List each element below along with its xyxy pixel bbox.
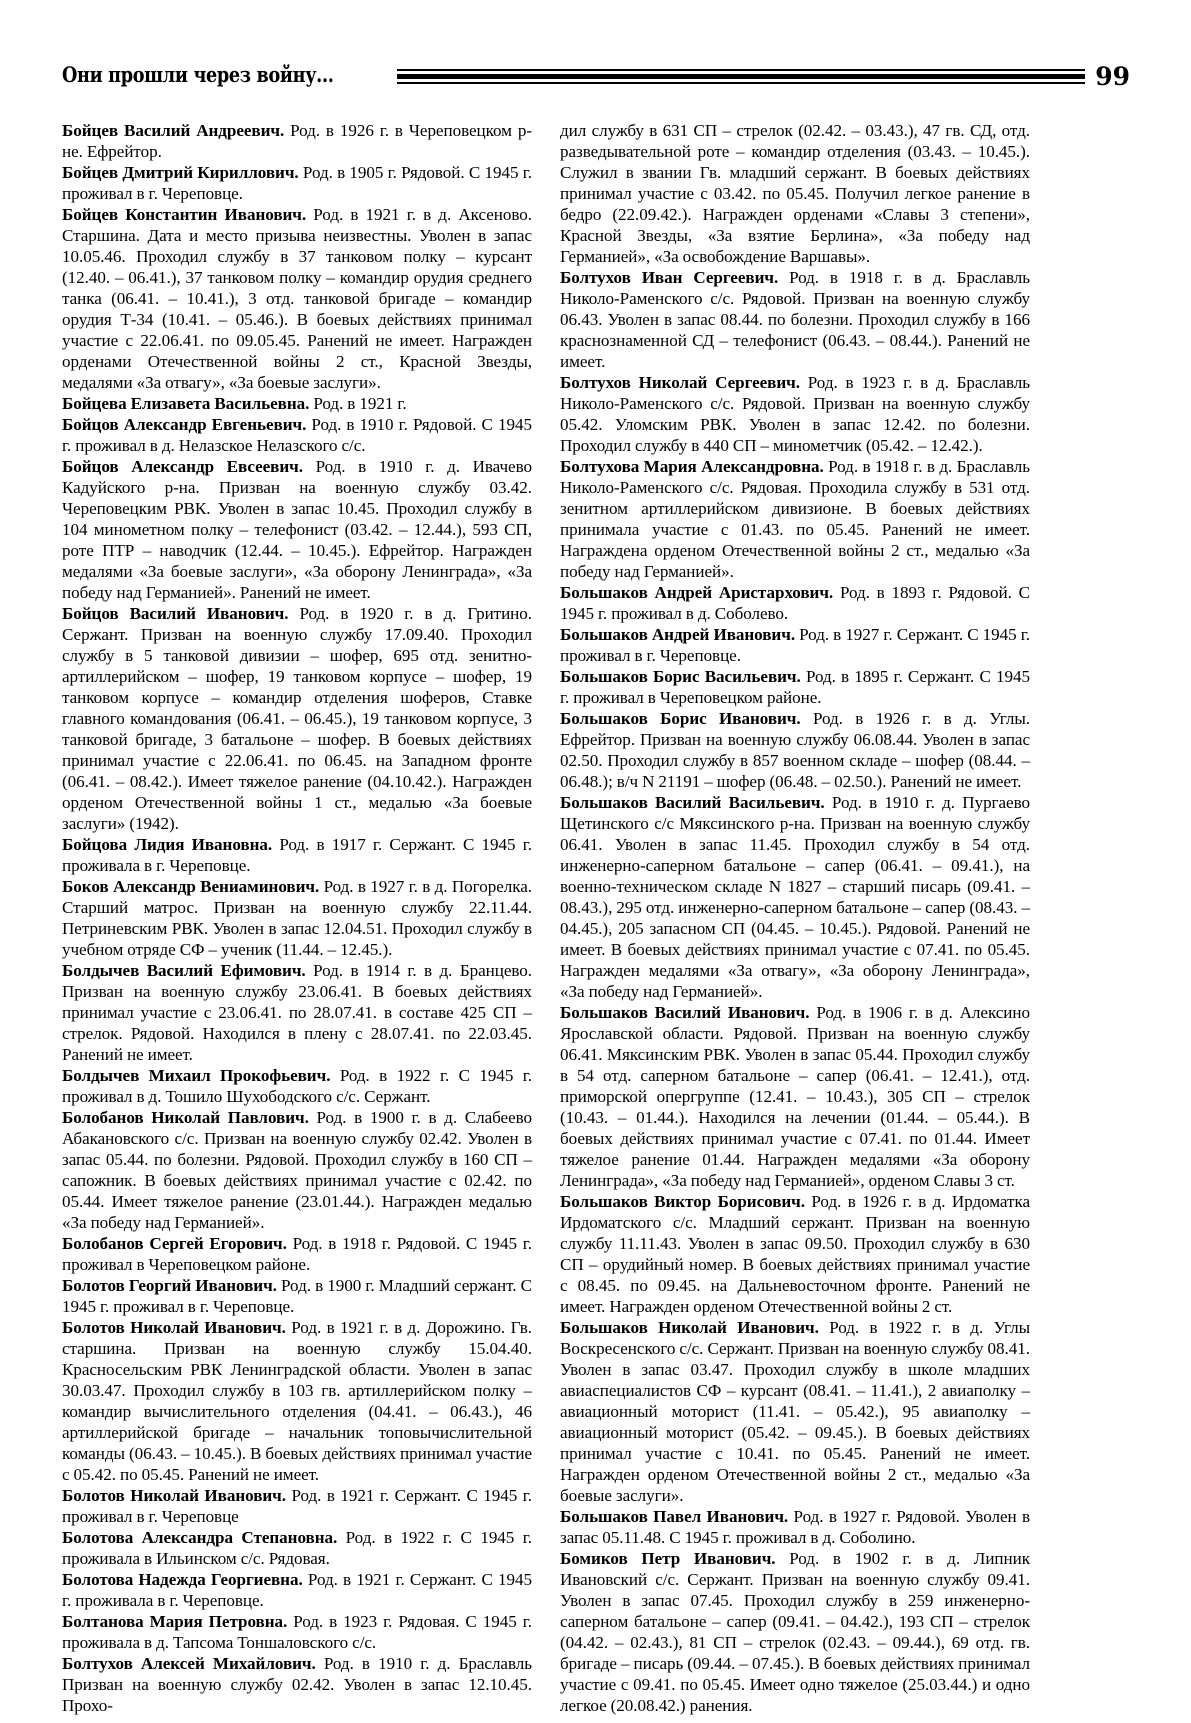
veteran-name: Болтухова Мария Александровна. <box>560 457 824 476</box>
veteran-record-text: Род. в 1923 г. в д. Браславль Николо-Раменского с/с. Рядовой. Призван на военную службу 05.42. Уломским РВК. Уволен в запас 12.42. по болезни. Проходил службу в 440 СП – минометчик (05.42. – 12.42.). <box>560 373 1031 455</box>
veteran-entry <box>560 666 1030 708</box>
veteran-name: Большаков Борис Васильевич. <box>560 667 801 686</box>
veteran-entry <box>560 1548 1030 1716</box>
veteran-entry <box>62 414 532 456</box>
veteran-entry <box>560 624 1030 666</box>
veteran-name: Большаков Николай Иванович. <box>560 1318 819 1337</box>
veteran-record-text: Род. в 1917 г. Сержант. С 1945 г. проживала в г. Череповце. <box>62 835 533 875</box>
veteran-record-text: Род. в 1910 г. Рядовой. С 1945 г. проживал в д. Нелазское Нелазского с/с. <box>62 415 532 455</box>
veteran-name: Болтухов Алексей Михайлович. <box>62 1654 316 1673</box>
veteran-entry <box>560 792 1030 1002</box>
veteran-record-text: Род. в 1900 г. в д. Слабеево Абакановского с/с. Призван на военную службу 02.42. Уволен в запас 05.44. по болезни. Рядовой. Проходил службу в 160 СП – сапожник. В боевых действиях принимал участие с 02.42. по 05.44. Имеет тяжелое ранение (23.01.44.). Награжден медалью «За победу над Германией». <box>62 1108 533 1232</box>
veteran-entry <box>560 1317 1030 1506</box>
veteran-entry <box>560 267 1030 372</box>
veteran-record-text: Род. в 1922 г. С 1945 г. проживал в д. Тошило Шухободского с/с. Сержант. <box>62 1066 533 1106</box>
veteran-record-text: Род. в 1910 г. д. Пургаево Щетинского с/с Мяксинского р-на. Призван на военную службу 06.41. Уволен в запас 11.45. Проходил службу в 54 отд. инженерно-саперном батальоне – сапер (06.41. – 09.41.), на военно-техническом складе N 1827 – старший писарь (09.41. – 08.43.), 295 отд. инженерно-саперном батальоне – сапер (08.43. – 04.45.), 205 запасном СП (04.45. – 10.45.). Рядовой. Ранений не имеет. В боевых действиях принимал участие с 07.41. по 05.45. Награжден медалями «За отвагу», «За оборону Ленинграда», «За победу над Германией». <box>560 793 1030 1001</box>
veteran-name: Большаков Андрей Аристархович. <box>560 583 834 602</box>
veteran-name: Бойцов Александр Евсеевич. <box>62 457 303 476</box>
veteran-entry <box>62 393 532 414</box>
veteran-entry <box>560 372 1030 456</box>
running-head-title: Они прошли через войну... <box>62 63 334 89</box>
veteran-entry <box>560 120 1030 267</box>
running-head-rule <box>397 69 1085 84</box>
veteran-entry <box>560 1002 1030 1191</box>
veteran-record-text: Род. в 1927 г. в д. Погорелка. Старший матрос. Призван на военную службу 22.11.44. Петриневским РВК. Уволен в запас 12.04.51. Проходил службу в учебном отряде СФ – ученик (11.44. – 12.45.). <box>62 877 532 959</box>
veteran-entry <box>560 708 1030 792</box>
veteran-name: Болобанов Николай Павлович. <box>62 1108 309 1127</box>
veteran-record-text: Род. в 1918 г. в д. Браславль Николо-Раменского с/с. Рядовая. Проходила службу в 531 отд. зенитном артиллерийском дивизионе. В боевых действиях принимала участие с 01.43. по 05.45. Ранений не имеет. Награждена орденом Отечественной войны 2 ст., медалью «За победу над Германией». <box>560 457 1030 581</box>
veteran-record-text: Род. в 1921 г. Сержант. С 1945 г. проживал в г. Череповце <box>62 1486 533 1526</box>
veteran-name: Болотова Надежда Георгиевна. <box>62 1570 303 1589</box>
veteran-entry <box>62 1107 532 1233</box>
veteran-record-text: Род. в 1921 г. Сержант. С 1945 г. проживала в г. Череповце. <box>62 1570 533 1610</box>
veteran-entry <box>62 1275 532 1317</box>
veteran-record-text: Род. в 1922 г. С 1945 г. проживала в Ильинском с/с. Рядовая. <box>62 1528 532 1568</box>
veteran-name: Болтухов Иван Сергеевич. <box>560 268 779 287</box>
veteran-record-text: Род. в 1918 г. Рядовой. С 1945 г. проживал в Череповецком районе. <box>62 1234 532 1274</box>
veteran-entry <box>62 960 532 1065</box>
veteran-name: Бойцев Василий Андреевич. <box>62 121 285 140</box>
veteran-record-text: Род. в 1900 г. Младший сержант. С 1945 г. проживал в г. Череповце. <box>62 1276 532 1316</box>
veteran-entry <box>62 603 532 834</box>
veteran-name: Болотов Георгий Иванович. <box>62 1276 277 1295</box>
veteran-entry <box>62 1485 532 1527</box>
veteran-entry <box>62 162 532 204</box>
veteran-entry <box>560 1506 1030 1548</box>
running-head <box>62 56 1130 96</box>
veteran-record-text: Род. в 1895 г. Сержант. С 1945 г. проживал в Череповецком районе. <box>560 667 1031 707</box>
veteran-record-text: Род. в 1902 г. в д. Липник Ивановский с/с. Сержант. Призван на военную службу 09.41. Уволен в запас 07.45. Проходил службу в 259 инженерно-саперном батальоне – сапер (09.41. – 04.42.), 193 СП – стрелок (04.42. – 02.43.), 81 СП – стрелок (02.43. – 09.44.), 69 отд. гв. бригаде – писарь (09.44. – 07.45.). В боевых действиях принимал участие с 09.41. по 05.45. Имеет одно тяжелое (25.03.44.) и одно легкое (20.08.42.) ранения. <box>560 1549 1030 1715</box>
veteran-name: Бойцов Василий Иванович. <box>62 604 289 623</box>
veteran-entry <box>62 1611 532 1653</box>
veteran-record-text: Род. в 1910 г. д. Браславль Призван на военную службу 02.42. Уволен в запас 12.10.45. Прохо- <box>62 1654 532 1715</box>
veteran-record-text: Род. в 1905 г. Рядовой. С 1945 г. проживал в г. Череповце. <box>62 163 532 203</box>
veteran-name: Болобанов Сергей Егорович. <box>62 1234 287 1253</box>
veteran-name: Большаков Павел Иванович. <box>560 1507 789 1526</box>
veteran-name: Бомиков Петр Иванович. <box>560 1549 776 1568</box>
veteran-record-text: Род. в 1893 г. Рядовой. С 1945 г. проживал в д. Соболево. <box>560 583 1030 623</box>
veteran-record-text: Род. в 1921 г. в д. Дорожино. Гв. старшина. Призван на военную службу 15.04.40. Красносельским РВК Ленинградской области. Уволен в запас 30.03.47. Проходил службу в 103 гв. артиллерийском полку – командир вычислительного отделения (04.41. – 06.43.), 46 артиллерийской бригаде – начальник топовычислительной команды (06.43. – 10.45.). В боевых действиях принимал участие с 05.42. по 05.45. Ранений не имеет. <box>62 1318 532 1484</box>
veteran-record-text: Род. в 1927 г. Сержант. С 1945 г. проживал в г. Череповце. <box>560 625 1031 665</box>
veteran-name: Большаков Василий Иванович. <box>560 1003 810 1022</box>
veteran-record-text: Род. в 1923 г. Рядовая. С 1945 г. проживала в д. Тапсома Тоншаловского с/с. <box>62 1612 532 1652</box>
veteran-entry <box>62 1233 532 1275</box>
veteran-entry <box>62 1653 532 1716</box>
veteran-record-text: Род. в 1921 г. <box>313 394 407 413</box>
veteran-record-text: Род. в 1927 г. Рядовой. Уволен в запас 05.11.48. С 1945 г. проживал в д. Соболино. <box>560 1507 1030 1547</box>
veteran-name: Болтанова Мария Петровна. <box>62 1612 288 1631</box>
veteran-name: Большаков Виктор Борисович. <box>560 1192 805 1211</box>
veteran-entry <box>62 456 532 603</box>
veteran-entry <box>62 1569 532 1611</box>
column-left <box>62 120 532 1716</box>
column-right <box>560 120 1030 1716</box>
page-number: 99 <box>1095 61 1130 91</box>
veteran-entry <box>62 876 532 960</box>
veteran-name: Большаков Борис Иванович. <box>560 709 801 728</box>
veteran-name: Бойцов Александр Евгеньевич. <box>62 415 307 434</box>
veteran-name: Большаков Василий Васильевич. <box>560 793 825 812</box>
veteran-record-text: Род. в 1926 г. в д. Углы. Ефрейтор. Призван на военную службу 06.08.44. Уволен в запас 02.50. Проходил службу в 857 военном складе – шофер (08.44. – 06.48.); в/ч N 21191 – шофер (06.48. – 02.50.). Ранений не имеет. <box>560 709 1030 791</box>
veteran-name: Болдычев Василий Ефимович. <box>62 961 306 980</box>
veteran-entry <box>62 1317 532 1485</box>
veteran-entry <box>560 456 1030 582</box>
veteran-record-text: Род. в 1926 г. в д. Ирдоматка Ирдоматского с/с. Младший сержант. Призван на военную службу 11.11.43. Уволен в запас 09.50. Проходил службу в 630 СП – орудийный номер. В боевых действиях принимал участие с 08.45. по 09.45. на Дальневосточном фронте. Ранений не имеет. Награжден орденом Отечественной войны 2 ст. <box>560 1192 1030 1316</box>
veteran-name: Боков Александр Вениаминович. <box>62 877 320 896</box>
veteran-name: Большаков Андрей Иванович. <box>560 625 796 644</box>
veteran-name: Бойцева Елизавета Васильевна. <box>62 394 310 413</box>
veteran-record-text: Род. в 1918 г. в д. Браславль Николо-Раменского с/с. Рядовой. Призван на военную службу 06.43. Уволен в запас 08.44. по болезни. Проходил службу в 166 краснознаменной СД – телефонист (06.43. – 08.44.). Ранений не имеет. <box>560 268 1031 371</box>
veteran-record-text: Род. в 1926 г. в Череповецком р-не. Ефрейтор. <box>62 121 532 161</box>
veteran-name: Болотова Александра Степановна. <box>62 1528 338 1547</box>
veteran-record-text: Род. в 1906 г. в д. Алексино Ярославской области. Рядовой. Призван на военную службу 06.41. Мяксинским РВК. Уволен в запас 05.44. Проходил службу в 54 отд. саперном батальоне – сапер (06.41. – 12.41.), отд. приморской опергруппе (12.41. – 10.43.), 305 СП – стрелок (10.43. – 01.44.). Находился на лечении (01.44. – 05.44.). В боевых действиях принимал участие с 07.41. по 01.44. Имеет тяжелое ранение 01.44. Награжден медалями «За оборону Ленинграда», «За победу над Германией», орденом Славы 3 ст. <box>560 1003 1031 1190</box>
veteran-entry <box>62 1065 532 1107</box>
veteran-name: Бойцев Дмитрий Кириллович. <box>62 163 299 182</box>
veteran-entry <box>560 1191 1030 1317</box>
veteran-record-text: дил службу в 631 СП – стрелок (02.42. – 03.43.), 47 гв. СД, отд. разведывательной роте – командир отделения (03.43. – 10.45.). Служил в звании Гв. младший сержант. В боевых действиях принимал участие с 03.42. по 05.45. Получил легкое ранение в бедро (22.09.42.). Награжден орденами «Славы 3 степени», Красной Звезды, «За взятие Берлина», «За победу над Германией», «За освобождение Варшавы». <box>560 121 1030 266</box>
veteran-name: Бойцев Константин Иванович. <box>62 205 307 224</box>
veteran-entry <box>62 120 532 162</box>
veteran-name: Бойцова Лидия Ивановна. <box>62 835 273 854</box>
veteran-name: Болотов Николай Иванович. <box>62 1318 286 1337</box>
two-column-body <box>62 120 1130 1715</box>
veteran-record-text: Род. в 1910 г. д. Ивачево Кадуйского р-на. Призван на военную службу 03.42. Череповецким РВК. Уволен в запас 10.45. Проходил службу в 104 минометном полку – телефонист (03.42. – 12.44.), 593 СП, роте ПТР – наводчик (12.44. – 10.45.). Ефрейтор. Награжден медалями «За боевые заслуги», «За оборону Ленинграда», «За победу над Германией». Ранений не имеет. <box>62 457 532 602</box>
veteran-entry <box>62 1527 532 1569</box>
veteran-name: Болдычев Михаил Прокофьевич. <box>62 1066 331 1085</box>
veteran-entry <box>62 834 532 876</box>
veteran-record-text: Род. в 1920 г. в д. Гритино. Сержант. Призван на военную службу 17.09.40. Проходил службу в 5 танковой дивизии – шофер, 695 отд. зенитно-артиллерийском – шофер, 19 танковом корпусе – шофер, 19 танковом корпусе – командир отделения шоферов, Ставке главного командования (06.41. – 06.45.), 19 танковом корпусе, 3 танковой бригаде, 3 батальоне – шофер. В боевых действиях принимал участие с 22.06.41. по 06.45. на Западном фронте (06.41. – 08.42.). Имеет тяжелое ранение (04.10.42.). Награжден орденом Отечественной войны 1 ст., медалью «За боевые заслуги» (1942). <box>62 604 533 833</box>
veteran-record-text: Род. в 1922 г. в д. Углы Воскресенского с/с. Сержант. Призван на военную службу 08.41. Уволен в запас 03.47. Проходил службу в школе младших авиаспециалистов СФ – курсант (08.41. – 11.41.), 2 авиаполку – авиационный моторист (11.41. – 05.42.), 95 авиаполку – авиационный моторист (05.42. – 09.45.). В боевых действиях принимал участие с 10.41. по 05.45. Ранений не имеет. Награжден орденом Отечественной войны 2 ст., медалью «За боевые заслуги». <box>560 1318 1030 1505</box>
veteran-record-text: Род. в 1914 г. в д. Бранцево. Призван на военную службу 23.06.41. В боевых действиях принимал участие с 23.06.41. по 28.07.41. в составе 425 СП – стрелок. Рядовой. Находился в плену с 28.07.41. по 22.03.45. Ранений не имеет. <box>62 961 532 1064</box>
veteran-entry <box>62 204 532 393</box>
veteran-record-text: Род. в 1921 г. в д. Аксеново. Старшина. Дата и место призыва неизвестны. Уволен в запас 10.05.46. Проходил службу в 37 танковом полку – курсант (12.40. – 06.41.), 37 танковом полку – командир орудия среднего танка (06.41. – 10.41.), 3 отд. танковой бригаде – командир орудия Т-34 (10.41. – 05.46.). В боевых действиях принимал участие с 22.06.41. по 09.05.45. Ранений не имеет. Награжден орденами Отечественной войны 2 ст., Красной Звезды, медалями «За отвагу», «За боевые заслуги». <box>62 205 532 392</box>
veteran-name: Болотов Николай Иванович. <box>62 1486 286 1505</box>
veteran-entry <box>560 582 1030 624</box>
veteran-name: Болтухов Николай Сергеевич. <box>560 373 800 392</box>
